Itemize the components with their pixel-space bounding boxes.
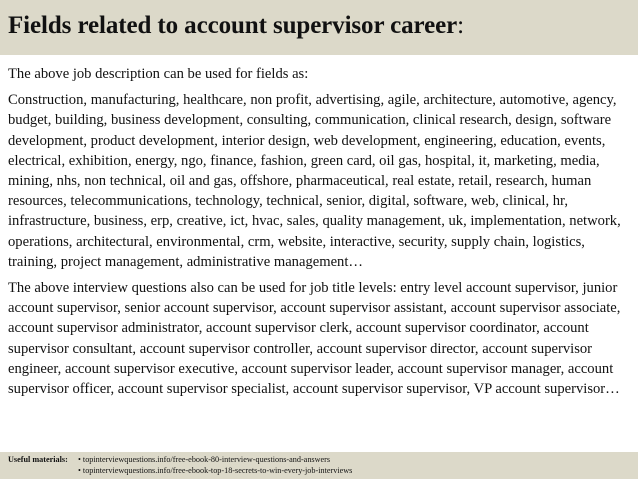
fields-paragraph: Construction, manufacturing, healthcare, non profit, advertising, agile, architecture, automotive, agency, budget, building, business development, consulting, communication, clinical research, design, software development, product development, interior design, web development, engineering, education, events, electrical, exhibition, energy, ngo, finance, fashion, green card, oil gas, hospital, it, marketing, media, mining, nhs, non technical, oil and gas, offshore, pharmaceutical, real estate, retail, research, human resources, telecommunications, technology, technical, senior, digital, software, web, clinical, hr, infrastructure, business, erp, creative, ict, hvac, sales, quality management, uk, implementation, network, operations, architectural, environmental, crm, website, interactive, security, supply chain, logistics, training, project management, administrative management… <box>8 92 621 270</box>
title-bar <box>0 0 638 55</box>
content-body <box>8 64 634 405</box>
footer-link-2[interactable]: • topinterviewquestions.info/free-ebook-top-18-secrets-to-win-every-job-interviews <box>78 465 353 475</box>
page-title <box>8 12 464 40</box>
page-title-colon: : <box>457 12 464 39</box>
footer-links <box>78 455 352 476</box>
footer-label: Useful materials: <box>8 455 68 464</box>
levels-paragraph: The above interview questions also can be used for job title levels: entry level account supervisor, junior account supervisor, senior account supervisor, account supervisor assistant, account supervisor associate, account supervisor administrator, account supervisor clerk, account supervisor coordinator, account supervisor consultant, account supervisor controller, account supervisor director, account supervisor engineer, account supervisor executive, account supervisor leader, account supervisor manager, account supervisor officer, account supervisor specialist, account supervisor supervisor, VP account supervisor… <box>8 280 621 398</box>
footer-link-1[interactable]: • topinterviewquestions.info/free-ebook-80-interview-questions-and-answers <box>78 455 331 464</box>
intro-paragraph: The above job description can be used for fields as: <box>8 66 309 82</box>
page-title-text: Fields related to account supervisor career <box>8 12 458 39</box>
footer <box>8 455 352 476</box>
